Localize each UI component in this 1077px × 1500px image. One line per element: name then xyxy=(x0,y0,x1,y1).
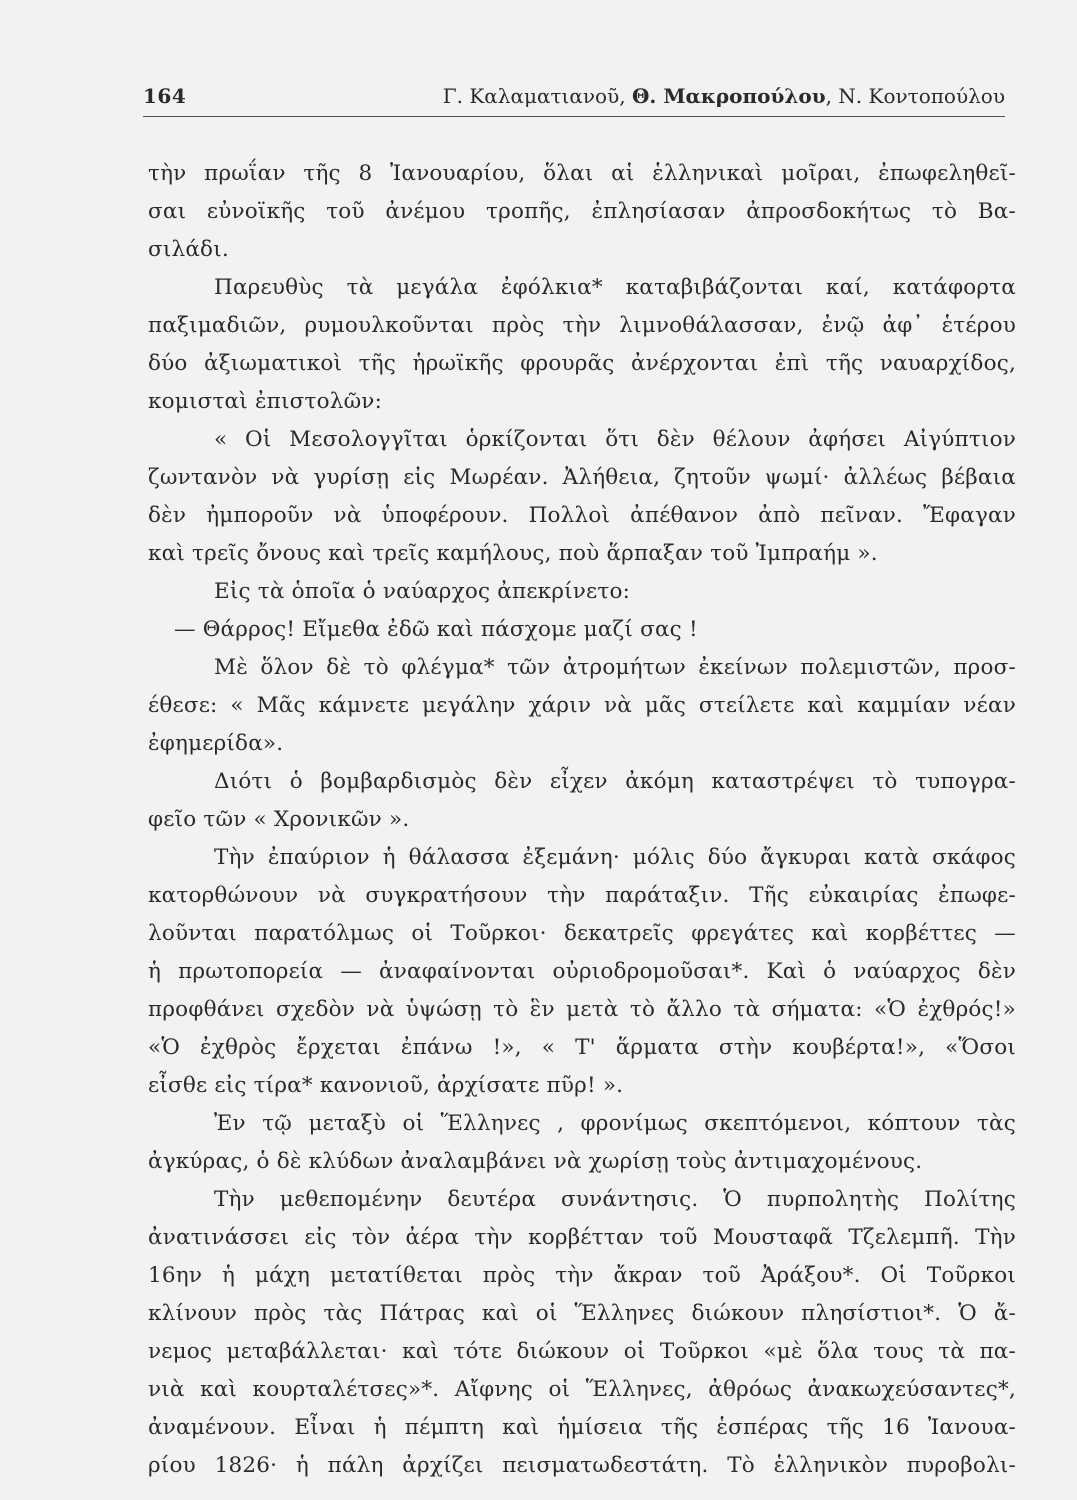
text-line: Διότι ὁ βομβαρδισμὸς δὲν εἶχεν ἀκόμη καταστρέψει τὸ τυπογρα- xyxy=(214,769,1016,794)
text-line: Τὴν ἐπαύριον ἡ θάλασσα ἐξεμάνη· μόλις δύο ἄγκυραι κατὰ σκάφος xyxy=(214,845,1016,870)
text-line: προφθάνει σχεδὸν νὰ ὑψώσῃ τὸ ἓν μετὰ τὸ ἄλλο τὰ σήματα: «Ὁ ἐχθρός!» xyxy=(148,997,1016,1022)
body-text xyxy=(148,155,1016,1485)
text-line: Μὲ ὅλον δὲ τὸ φλέγμα* τῶν ἀτρομήτων ἐκείνων πολεμιστῶν, προσ- xyxy=(214,655,1016,680)
text-line: Ἐν τῷ μεταξὺ οἱ Ἕλληνες , φρονίμως σκεπτόμενοι, κόπτουν τὰς xyxy=(214,1111,1016,1136)
text-line: φεῖο τῶν « Χρονικῶν ». xyxy=(148,807,410,832)
text-line: έθεσε: « Μᾶς κάμνετε μεγάλην χάριν νὰ μᾶς στείλετε καὶ καμμίαν νέαν xyxy=(148,693,1016,718)
text-line: κατορθώνουν νὰ συγκρατήσουν τὴν παράταξιν. Τῆς εὐκαιρίας ἐπωφε- xyxy=(148,883,1016,908)
running-head-authors xyxy=(443,84,1005,108)
text-line: σιλάδι. xyxy=(148,237,229,262)
text-line: λοῦνται παρατόλμως οἱ Τοῦρκοι· δεκατρεῖς φρεγάτες καὶ κορβέττες — xyxy=(148,921,1016,946)
text-line: ἐφημερίδα». xyxy=(148,731,284,756)
running-head-bold-author: Θ. Μακροπούλου xyxy=(631,84,826,108)
text-line: ἀνατινάσσει εἰς τὸν ἀέρα τὴν κορβέτταν τοῦ Μουσταφᾶ Τζελεμπῆ. Τὴν xyxy=(148,1225,1016,1250)
text-line: κλίνουν πρὸς τὰς Πάτρας καὶ οἱ Ἕλληνες διώκουν πλησίστιοι*. Ὁ ἄ- xyxy=(148,1301,1016,1326)
text-line: νεμος μεταβάλλεται· καὶ τότε διώκουν οἱ Τοῦρκοι «μὲ ὅλα τους τὰ πα- xyxy=(148,1339,1016,1364)
text-line: σαι εὐνοϊκῆς τοῦ ἀνέμου τροπῆς, ἐπλησίασαν ἀπροσδοκήτως τὸ Βα- xyxy=(148,199,1016,224)
page-header xyxy=(143,82,1005,117)
text-line: δὲν ἠμποροῦν νὰ ὑποφέρουν. Πολλοὶ ἀπέθανον ἀπὸ πεῖναν. Ἔφαγαν xyxy=(148,503,1016,528)
text-line: 16ην ἡ μάχη μετατίθεται πρὸς τὴν ἄκραν τοῦ Ἀράξου*. Οἱ Τοῦρκοι xyxy=(148,1263,1016,1288)
text-line: δύο ἀξιωματικοὶ τῆς ἡρωϊκῆς φρουρᾶς ἀνέρχονται ἐπὶ τῆς ναυαρχίδος, xyxy=(148,351,1016,376)
text-line: — Θάρρος! Εἴμεθα ἐδῶ καὶ πάσχομε μαζί σας ! xyxy=(174,617,698,642)
text-line: « Οἱ Μεσολογγῖται ὁρκίζονται ὅτι δὲν θέλουν ἀφήσει Αἰγύπτιον xyxy=(214,427,1016,452)
text-line: εἶσθε εἰς τίρα* κανονιοῦ, ἀρχίσατε πῦρ! ». xyxy=(148,1073,624,1098)
text-line: νιὰ καὶ κουρταλέτσες»*. Αἴφνης οἱ Ἕλληνες, ἀθρόως ἀνακωχεύσαντες*, xyxy=(148,1377,1016,1402)
text-line: ἀγκύρας, ὁ δὲ κλύδων ἀναλαμβάνει νὰ χωρίσῃ τοὺς ἀντιμαχομένους. xyxy=(148,1149,923,1174)
text-line: Παρευθὺς τὰ μεγάλα ἐφόλκια* καταβιβάζονται καί, κατάφορτα xyxy=(214,275,1016,300)
text-line: ἡ πρωτοπορεία — ἀναφαίνονται οὐριοδρομοῦσαι*. Καὶ ὁ ναύαρχος δὲν xyxy=(148,959,1016,984)
text-line: καὶ τρεῖς ὄνους καὶ τρεῖς καμήλους, ποὺ ἅρπαξαν τοῦ Ἰμπραήμ ». xyxy=(148,541,878,566)
text-line: Εἰς τὰ ὁποῖα ὁ ναύαρχος ἀπεκρίνετο: xyxy=(214,579,631,604)
text-line: τὴν πρωΐαν τῆς 8 Ἰανουαρίου, ὅλαι αἱ ἑλληνικαὶ μοῖραι, ἐπωφεληθεῖ- xyxy=(148,161,1016,186)
running-head-suffix: , Ν. Κοντοπούλου xyxy=(825,84,1005,108)
running-head-prefix: Γ. Καλαματιανοῦ, xyxy=(442,84,632,108)
text-line: ζωντανὸν νὰ γυρίσῃ εἰς Μωρέαν. Ἀλήθεια, ζητοῦν ψωμί· ἀλλέως βέβαια xyxy=(148,465,1016,490)
text-line: ρίου 1826· ἡ πάλη ἀρχίζει πεισματωδεστάτη. Τὸ ἑλληνικὸν πυροβολι- xyxy=(148,1453,1016,1478)
text-line: κομισταὶ ἐπιστολῶν: xyxy=(148,389,383,414)
page-number: 164 xyxy=(143,84,187,108)
text-line: ἀναμένουν. Εἶναι ἡ πέμπτη καὶ ἡμίσεια τῆς ἑσπέρας τῆς 16 Ἰανουα- xyxy=(148,1415,1016,1440)
text-line: Τὴν μεθεπομένην δευτέρα συνάντησις. Ὁ πυρπολητὴς Πολίτης xyxy=(214,1187,1016,1212)
text-line: παξιμαδιῶν, ρυμουλκοῦνται πρὸς τὴν λιμνοθάλασσαν, ἐνῷ ἀφ᾽ ἑτέρου xyxy=(148,313,1016,338)
text-line: «Ὁ ἐχθρὸς ἔρχεται ἐπάνω !», « Τ' ἅρματα στὴν κουβέρτα!», «Ὅσοι xyxy=(148,1035,1016,1060)
